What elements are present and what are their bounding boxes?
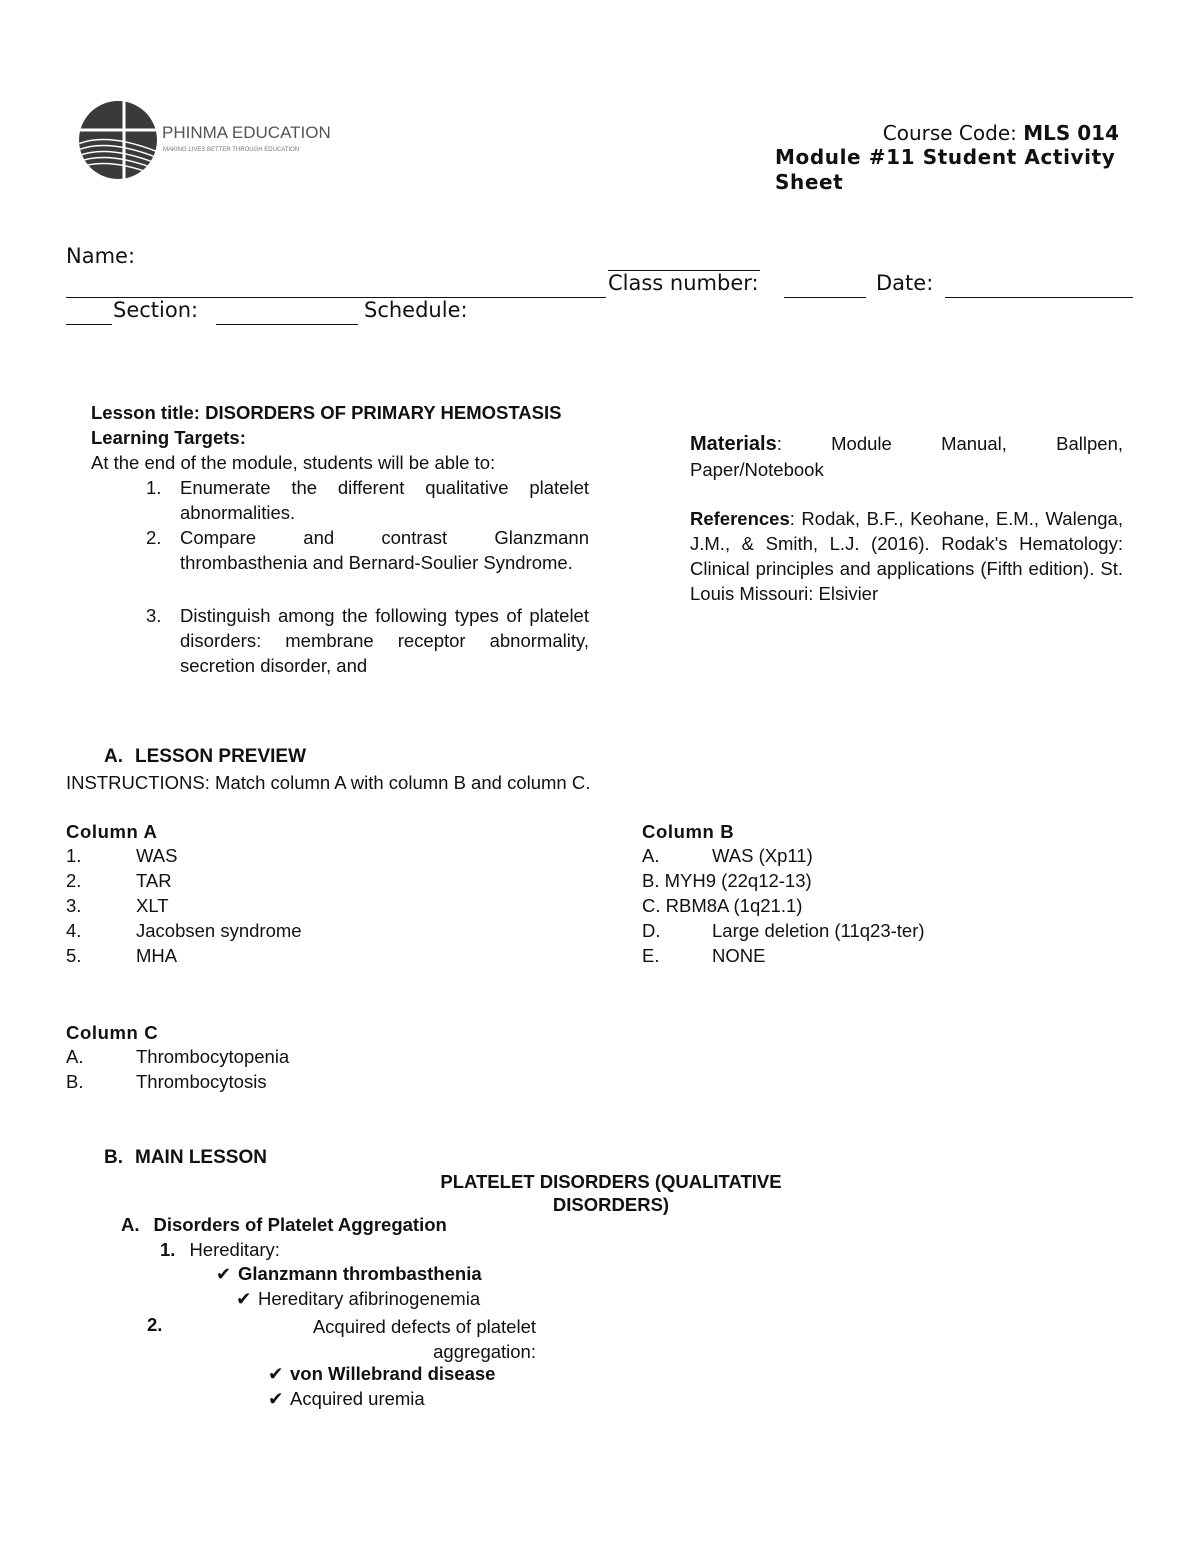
class-number-field[interactable]: [784, 271, 866, 298]
lesson-preview-heading: A. LESSON PREVIEW: [104, 746, 307, 767]
acquired-label: Acquired defects of platelet aggregation:: [312, 1316, 536, 1362]
column-a-title: Column A: [66, 821, 158, 842]
name-line-right: [608, 244, 760, 271]
column-a: [66, 821, 466, 968]
main-lesson-heading: B. MAIN LESSON: [104, 1147, 267, 1168]
hereditary-item: 1. Hereditary:: [160, 1239, 280, 1260]
references-text: References: Rodak, B.F., Keohane, E.M., Walenga, J.M., & Smith, L.J. (2016). Rodak's Hematology: Clinical principles and applications (Fifth edition). St. Louis Missouri: Elsivier: [690, 508, 1123, 604]
list-item: 1. Enumerate the different qualitative platelet abnormalities.: [146, 477, 589, 523]
learning-targets-intro: At the end of the module, students will be able to:: [91, 452, 496, 473]
course-code-label: Course Code:: [882, 121, 1024, 145]
preview-instructions: INSTRUCTIONS: Match column A with column B and column C.: [66, 772, 591, 793]
list-item: D. Large deletion (11q23-ter): [642, 920, 925, 941]
list-item: 3. Distinguish among the following types of platelet disorders: membrane receptor abnormality, secretion disorder, and: [146, 605, 589, 676]
phinma-logo: [78, 100, 348, 180]
list-item: B. MYH9 (22q12-13): [642, 870, 812, 891]
list-item: A. Thrombocytopenia: [66, 1046, 290, 1067]
list-item: 3. XLT: [66, 895, 169, 916]
list-item: 5. MHA: [66, 945, 178, 966]
learning-targets-label: Learning Targets:: [91, 427, 246, 448]
list-item: 1. WAS: [66, 845, 178, 866]
module-title: Module #11 Student Activity Sheet: [775, 145, 1116, 194]
materials-text: Materials: Module Manual, Ballpen, Paper/Notebook: [690, 433, 1123, 480]
column-b: [642, 821, 1092, 968]
checkmark-icon: ✔: [236, 1289, 252, 1310]
date-field[interactable]: [945, 271, 1133, 298]
course-header: [775, 121, 1135, 195]
column-b-title: Column B: [642, 821, 735, 842]
date-field-continued[interactable]: [66, 298, 112, 325]
materials-block: [690, 431, 1123, 606]
schedule-label: Schedule:: [364, 298, 468, 322]
list-item: ✔ Glanzmann thrombasthenia: [216, 1263, 482, 1285]
course-code: MLS 014: [1023, 121, 1119, 145]
section-label: Section:: [113, 298, 199, 322]
name-field[interactable]: [66, 271, 606, 298]
list-item: 4. Jacobsen syndrome: [66, 920, 302, 941]
phinma-logo-icon: [78, 100, 348, 180]
svg-text:MAKING LIVES BETTER THROUGH ED: MAKING LIVES BETTER THROUGH EDUCATION: [163, 147, 300, 153]
main-lesson-title: PLATELET DISORDERS (QUALITATIVE DISORDERS): [440, 1171, 782, 1215]
list-item: A. WAS (Xp11): [642, 845, 813, 866]
list-item: ✔ von Willebrand disease: [268, 1363, 496, 1385]
lesson-title: Lesson title: DISORDERS OF PRIMARY HEMOSTASIS: [91, 402, 562, 423]
class-number-label: Class number:: [608, 271, 759, 295]
svg-text:PHINMA EDUCATION: PHINMA EDUCATION: [162, 123, 331, 142]
list-item: B. Thrombocytosis: [66, 1071, 267, 1092]
list-item: E. NONE: [642, 945, 766, 966]
section-field[interactable]: [216, 298, 358, 325]
list-item: C. RBM8A (1q21.1): [642, 895, 803, 916]
checkmark-icon: ✔: [268, 1389, 284, 1410]
acquired-number: 2.: [147, 1314, 163, 1335]
learning-targets-list: [91, 475, 589, 678]
column-c-title: Column C: [66, 1022, 159, 1043]
student-info-fields: [66, 244, 1136, 325]
list-item: ✔ Acquired uremia: [268, 1388, 425, 1410]
column-c: [66, 1022, 466, 1094]
list-item: 2. Compare and contrast Glanzmann thrombasthenia and Bernard-Soulier Syndrome.: [146, 527, 589, 573]
checkmark-icon: ✔: [268, 1364, 284, 1385]
lesson-block: [91, 400, 589, 678]
checkmark-icon: ✔: [216, 1264, 232, 1285]
list-item: 2. TAR: [66, 870, 172, 891]
list-item: ✔ Hereditary afibrinogenemia: [236, 1288, 481, 1310]
name-label: Name:: [66, 244, 136, 268]
aggregation-subheading: A. Disorders of Platelet Aggregation: [121, 1214, 447, 1235]
date-label: Date:: [876, 271, 934, 295]
